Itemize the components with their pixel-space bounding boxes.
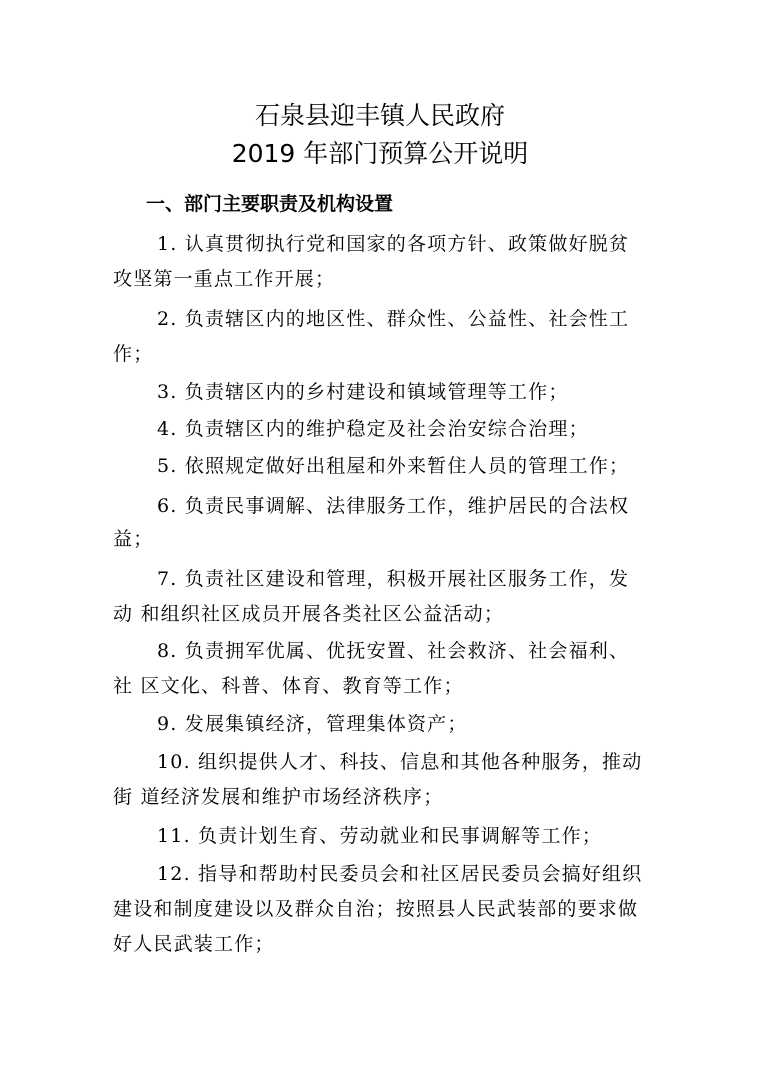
paragraph-line: 益； xyxy=(113,528,154,550)
paragraph-line: 好人民武装工作； xyxy=(113,933,275,955)
paragraph-line: 7. 负责社区建设和管理，积极开展社区服务工作，发 xyxy=(157,568,630,590)
document-title-line1: 石泉县迎丰镇人民政府 xyxy=(254,101,505,130)
paragraph-line: 5. 依照规定做好出租屋和外来暂住人员的管理工作； xyxy=(157,455,630,477)
paragraph-line: 11. 负责计划生育、劳动就业和民事调解等工作； xyxy=(157,825,603,847)
paragraph-line: 10. 组织提供人才、科技、信息和其他各种服务，推动 xyxy=(157,751,643,773)
paragraph-line: 9. 发展集镇经济，管理集体资产； xyxy=(157,713,468,735)
paragraph-line: 社 区文化、科普、体育、教育等工作； xyxy=(113,675,464,697)
paragraph-line: 攻坚第一重点工作开展； xyxy=(113,268,336,290)
paragraph-line: 1. 认真贯彻执行党和国家的各项方针、政策做好脱贫 xyxy=(157,233,630,255)
section-heading: 一、部门主要职责及机构设置 xyxy=(146,193,394,215)
paragraph-line: 4. 负责辖区内的维护稳定及社会治安综合治理； xyxy=(157,418,589,440)
paragraph-line: 3. 负责辖区内的乡村建设和镇域管理等工作； xyxy=(157,381,569,403)
paragraph-line: 2. 负责辖区内的地区性、群众性、公益性、社会性工 xyxy=(157,308,630,330)
paragraph-line: 作； xyxy=(113,343,154,365)
paragraph-line: 12. 指导和帮助村民委员会和社区居民委员会搞好组织 xyxy=(157,863,643,885)
paragraph-line: 建设和制度建设以及群众自治；按照县人民武装部的要求做 xyxy=(113,898,639,920)
document-title-line2: 2019 年部门预算公开说明 xyxy=(231,139,529,168)
paragraph-line: 8. 负责拥军优属、优抚安置、社会救济、社会福利、 xyxy=(157,640,630,662)
paragraph-line: 6. 负责民事调解、法律服务工作，维护居民的合法权 xyxy=(157,495,630,517)
paragraph-line: 动 和组织社区成员开展各类社区公益活动； xyxy=(113,603,505,625)
paragraph-line: 街 道经济发展和维护市场经济秩序； xyxy=(113,786,444,808)
